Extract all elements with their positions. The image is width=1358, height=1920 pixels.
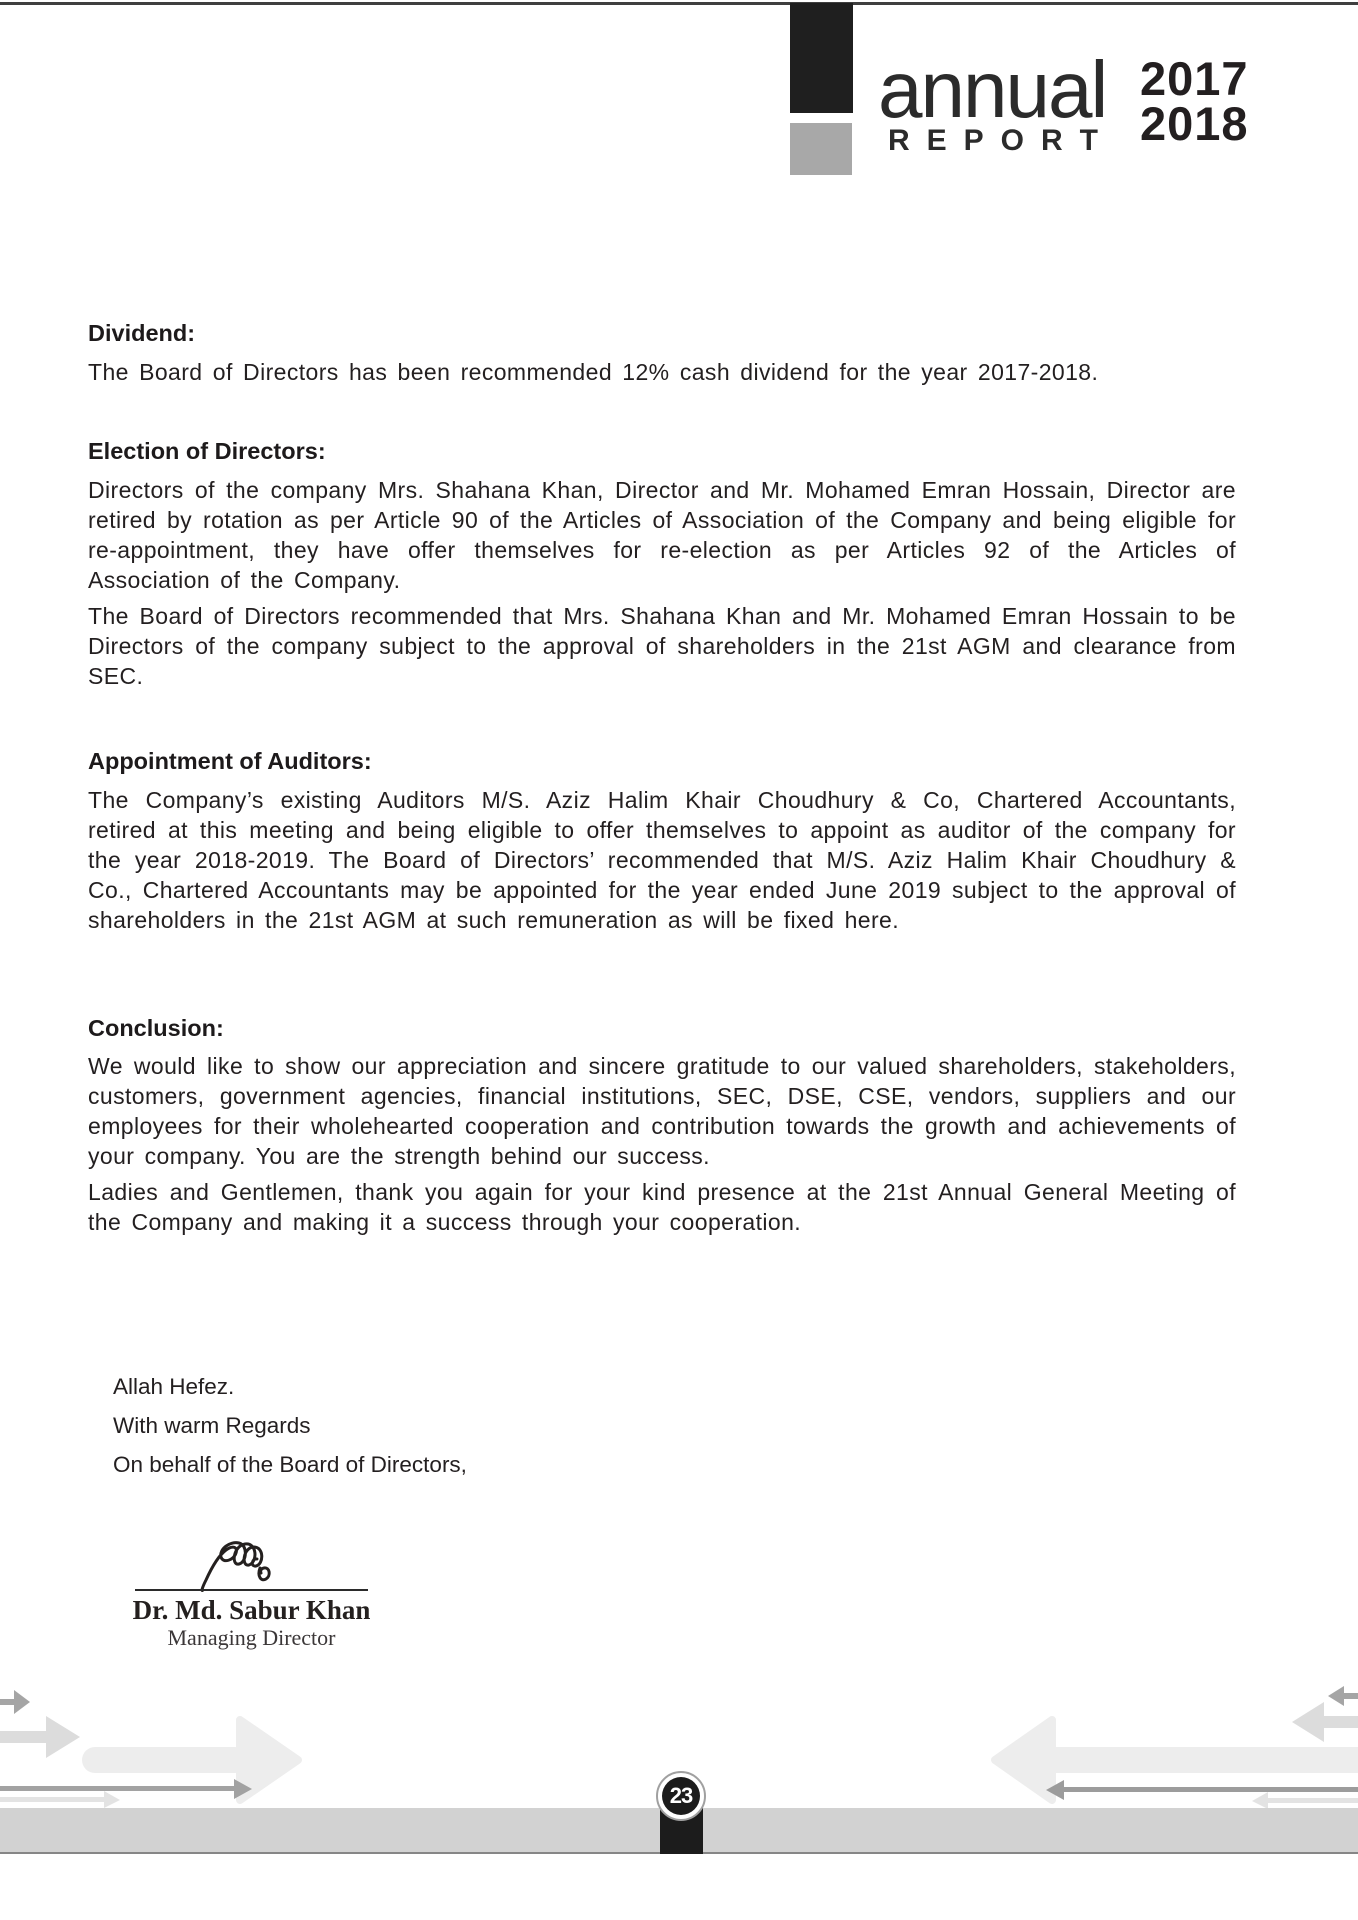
decorative-arrow-right-small xyxy=(0,1690,30,1714)
brand-annual-word: annual xyxy=(878,45,1107,134)
decorative-arrow-left-medium xyxy=(1292,1702,1358,1742)
election-paragraph-1: Directors of the company Mrs. Shahana Khan, Director and Mr. Mohamed Emran Hossain, Director are retired by rotation as per Article 90 of the Articles of Association of the Company and being eligible for re-appointment, they have offer themselves for re-election as per Articles 92 of the Articles of Association of the Company. xyxy=(88,477,1236,593)
brand-report-word: REPORT xyxy=(888,124,1116,157)
signature-rule xyxy=(135,1589,368,1591)
conclusion-paragraph-2: Ladies and Gentlemen, thank you again for your kind presence at the 21st Annual General Meeting of the Company and making it a success through your cooperation. xyxy=(88,1179,1236,1235)
signoff-line-3: On behalf of the Board of Directors, xyxy=(113,1452,467,1477)
brand-year-top: 2017 xyxy=(1140,52,1249,105)
decorative-arrow-left-thin xyxy=(1046,1780,1358,1800)
page-number: 23 xyxy=(662,1777,700,1815)
conclusion-paragraph-1: We would like to show our appreciation and sincere gratitude to our valued shareholders, stakeholders, customers, government agencies, financial institutions, SEC, DSE, CSE, vendors, suppliers and our employees for their wholehearted cooperation and contribution towards the growth and achievements of your company. You are the strength behind our success. xyxy=(88,1053,1236,1169)
decorative-arrow-right-medium xyxy=(0,1716,80,1758)
brand-year-bottom: 2018 xyxy=(1140,97,1249,150)
brand-years xyxy=(1140,52,1249,150)
signatory-title: Managing Director xyxy=(167,1625,336,1650)
left-arrows-decoration xyxy=(0,1690,298,1808)
brand-block-gray xyxy=(790,123,852,175)
election-paragraph-2: The Board of Directors recommended that Mrs. Shahana Khan and Mr. Mohamed Emran Hossain to be Directors of the company subject to the approval of shareholders in the 21st AGM and clearance from SEC. xyxy=(88,603,1236,689)
signoff-line-1: Allah Hefez. xyxy=(113,1374,235,1399)
signatory-name: Dr. Md. Sabur Khan xyxy=(132,1595,371,1625)
top-rule xyxy=(0,2,1358,5)
decorative-arrow-right-thin-pale xyxy=(0,1791,120,1808)
section-heading-conclusion: Conclusion: xyxy=(88,1015,224,1041)
right-arrows-decoration xyxy=(995,1686,1358,1809)
section-heading-auditors: Appointment of Auditors: xyxy=(88,748,372,774)
signoff-line-2: With warm Regards xyxy=(113,1413,311,1438)
section-heading-dividend: Dividend: xyxy=(88,320,196,346)
signature-scribble xyxy=(200,1538,290,1594)
dividend-paragraph: The Board of Directors has been recommended 12% cash dividend for the year 2017-2018. xyxy=(88,359,1099,385)
decorative-arrow-left-small xyxy=(1328,1686,1358,1706)
page-number-badge xyxy=(656,1771,706,1821)
decorative-arrow-left-thin-pale xyxy=(1252,1792,1358,1809)
section-heading-election: Election of Directors: xyxy=(88,438,326,464)
auditors-paragraph: The Company’s existing Auditors M/S. Aziz Halim Khair Choudhury & Co, Chartered Accountants, retired at this meeting and being eligible to offer themselves to appoint as auditor of the company for the year 2018-2019. The Board of Directors’ recommended that M/S. Aziz Halim Khair Choudhury & Co., Chartered Accountants may be appointed for the year ended June 2019 subject to the approval of shareholders in the 21st AGM at such remuneration as will be fixed here. xyxy=(88,787,1236,933)
decorative-arrow-right-thin xyxy=(0,1779,252,1799)
brand-block-dark xyxy=(790,3,853,113)
